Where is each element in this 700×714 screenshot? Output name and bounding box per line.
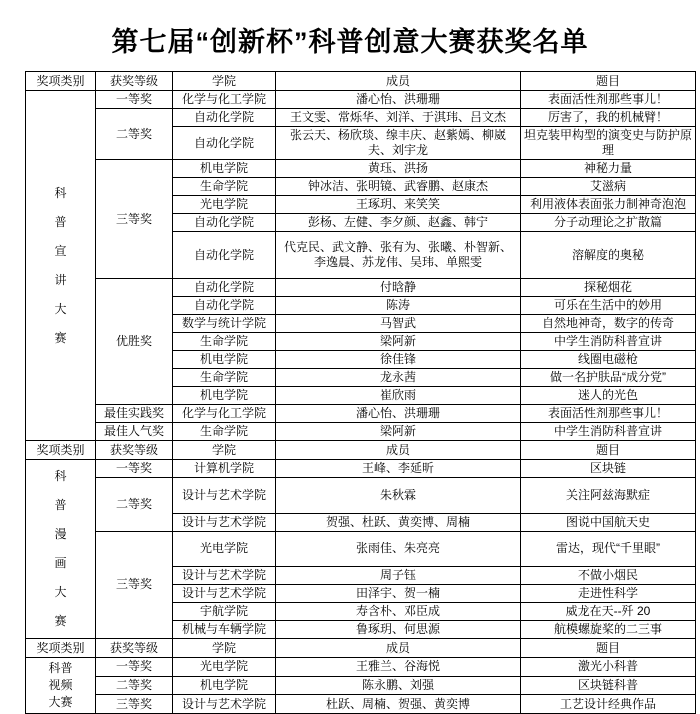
- column-header: 题目: [521, 639, 696, 658]
- title-cell: 区块链: [521, 460, 696, 478]
- college-cell: 设计与艺术学院: [173, 513, 276, 531]
- college-cell: 化学与化工学院: [173, 405, 276, 423]
- title-cell: 工艺设计经典作品: [521, 695, 696, 714]
- column-header: 学院: [173, 72, 276, 91]
- level-cell: 一等奖: [96, 460, 173, 478]
- column-header: 题目: [521, 441, 696, 460]
- college-cell: 机电学院: [173, 351, 276, 369]
- table-row: [26, 279, 696, 297]
- category-label-line: 讲: [54, 272, 67, 287]
- category-label-line: 大: [54, 301, 67, 316]
- college-cell: 化学与化工学院: [173, 91, 276, 109]
- members-cell: 崔欣雨: [276, 387, 521, 405]
- category-label-line: 普: [54, 498, 67, 512]
- members-cell: 代克民、武文静、张有为、张曦、朴智新、李逸晨、苏龙伟、吴玮、单熙雯: [276, 232, 521, 279]
- college-cell: 机电学院: [173, 676, 276, 695]
- column-header: 奖项类别: [26, 441, 96, 460]
- table-row: [26, 405, 696, 423]
- members-cell: 张云天、杨欣琰、缐丰庆、赵紫嫣、柳崴夫、刘宇龙: [276, 127, 521, 160]
- column-header: 成员: [276, 639, 521, 658]
- college-cell: 机电学院: [173, 387, 276, 405]
- table-row: [26, 676, 696, 695]
- table-row: [26, 160, 696, 178]
- members-cell: 王峰、李延昕: [276, 460, 521, 478]
- column-header: 获奖等级: [96, 72, 173, 91]
- category-label-line: 赛: [54, 614, 67, 628]
- category-label-line: 大: [54, 585, 67, 599]
- title-cell: 航模螺旋桨的二三事: [521, 621, 696, 639]
- title-cell: 不做小烟民: [521, 567, 696, 585]
- category-label-line: 科: [54, 185, 67, 200]
- title-cell: 表面活性剂那些事儿！: [521, 91, 696, 109]
- level-cell: 优胜奖: [96, 279, 173, 405]
- level-cell: 三等奖: [96, 160, 173, 279]
- title-cell: 走进性科学: [521, 585, 696, 603]
- category-vertical-label: [28, 462, 93, 636]
- table-row: [26, 478, 696, 514]
- college-cell: 设计与艺术学院: [173, 695, 276, 714]
- title-cell: 中学生消防科普宣讲: [521, 423, 696, 441]
- college-cell: 机械与车辆学院: [173, 621, 276, 639]
- members-cell: 王琢玥、来笑笑: [276, 196, 521, 214]
- title-cell: 表面活性剂那些事儿！: [521, 405, 696, 423]
- members-cell: 潘心怡、洪珊珊: [276, 405, 521, 423]
- members-cell: 梁阿新: [276, 333, 521, 351]
- title-cell: 艾滋病: [521, 178, 696, 196]
- title-cell: 关注阿兹海默症: [521, 478, 696, 514]
- members-cell: 张雨佳、朱亮亮: [276, 531, 521, 567]
- members-cell: 田泽宇、贺一楠: [276, 585, 521, 603]
- members-cell: 潘心怡、洪珊珊: [276, 91, 521, 109]
- college-cell: 光电学院: [173, 531, 276, 567]
- college-cell: 设计与艺术学院: [173, 585, 276, 603]
- header-row: [26, 72, 696, 91]
- members-cell: 杜跃、周楠、贺强、黄奕博: [276, 695, 521, 714]
- level-cell: 三等奖: [96, 695, 173, 714]
- level-cell: 一等奖: [96, 658, 173, 677]
- title-cell: 自然地神奇，数字的传奇: [521, 315, 696, 333]
- college-cell: 生命学院: [173, 333, 276, 351]
- category-label-line: 赛: [54, 330, 67, 345]
- members-cell: 付晗静: [276, 279, 521, 297]
- members-cell: 徐佳锋: [276, 351, 521, 369]
- college-cell: 宇航学院: [173, 603, 276, 621]
- table-row: [26, 109, 696, 127]
- column-header: 获奖等级: [96, 639, 173, 658]
- college-cell: 设计与艺术学院: [173, 478, 276, 514]
- college-cell: 自动化学院: [173, 279, 276, 297]
- members-cell: 钟冰洁、张明镜、武睿鹏、赵康杰: [276, 178, 521, 196]
- table-row: [26, 423, 696, 441]
- college-cell: 光电学院: [173, 196, 276, 214]
- title-cell: 激光小科普: [521, 658, 696, 677]
- members-cell: 王雅兰、谷海悦: [276, 658, 521, 677]
- title-cell: 神秘力量: [521, 160, 696, 178]
- title-cell: 中学生消防科普宣讲: [521, 333, 696, 351]
- title-cell: 坦克装甲构型的演变史与防护原理: [521, 127, 696, 160]
- college-cell: 生命学院: [173, 178, 276, 196]
- level-cell: 二等奖: [96, 676, 173, 695]
- title-cell: 分子动理论之扩散篇: [521, 214, 696, 232]
- members-cell: 梁阿新: [276, 423, 521, 441]
- category-label-line: 画: [54, 556, 67, 570]
- column-header: 题目: [521, 72, 696, 91]
- table-row: [26, 91, 696, 109]
- college-cell: 生命学院: [173, 369, 276, 387]
- column-header: 奖项类别: [26, 639, 96, 658]
- members-cell: 龙永茜: [276, 369, 521, 387]
- level-cell: 一等奖: [96, 91, 173, 109]
- level-cell: 三等奖: [96, 531, 173, 639]
- college-cell: 数学与统计学院: [173, 315, 276, 333]
- members-cell: 鲁琢玥、何思源: [276, 621, 521, 639]
- college-cell: 光电学院: [173, 658, 276, 677]
- header-row: [26, 441, 696, 460]
- members-cell: 寿含朴、邓臣成: [276, 603, 521, 621]
- title-cell: 线圈电磁枪: [521, 351, 696, 369]
- column-header: 成员: [276, 72, 521, 91]
- members-cell: 贺强、杜跃、黄奕博、周楠: [276, 513, 521, 531]
- college-cell: 自动化学院: [173, 214, 276, 232]
- college-cell: 生命学院: [173, 423, 276, 441]
- table-row: [26, 460, 696, 478]
- category-label-line: 视频: [48, 678, 73, 692]
- category-vertical-label: [28, 660, 93, 711]
- title-cell: 图说中国航天史: [521, 513, 696, 531]
- category-cell: [26, 460, 96, 639]
- members-cell: 马智武: [276, 315, 521, 333]
- award-tables-container: [25, 71, 693, 714]
- members-cell: 周子钰: [276, 567, 521, 585]
- college-cell: 计算机学院: [173, 460, 276, 478]
- members-cell: 彭杨、左健、李夕颜、赵鑫、韩宁: [276, 214, 521, 232]
- table-row: [26, 658, 696, 677]
- level-cell: 最佳实践奖: [96, 405, 173, 423]
- college-cell: 设计与艺术学院: [173, 567, 276, 585]
- category-cell: [26, 91, 96, 441]
- members-cell: 朱秋霖: [276, 478, 521, 514]
- category-label-line: 大赛: [48, 695, 73, 709]
- college-cell: 自动化学院: [173, 232, 276, 279]
- title-cell: 做一名护肤品“成分党”: [521, 369, 696, 387]
- category-label-line: 宣: [54, 243, 67, 258]
- category-vertical-label: [28, 179, 93, 353]
- table-row: [26, 531, 696, 567]
- college-cell: 自动化学院: [173, 109, 276, 127]
- title-cell: 威龙在天--歼 20: [521, 603, 696, 621]
- level-cell: 二等奖: [96, 109, 173, 160]
- title-cell: 利用液体表面张力制神奇泡泡: [521, 196, 696, 214]
- award-table-section-3: [25, 638, 696, 714]
- header-row: [26, 639, 696, 658]
- title-cell: 可乐在生活中的妙用: [521, 297, 696, 315]
- members-cell: 陈永鹏、刘强: [276, 676, 521, 695]
- page-title: 第七届“创新杯”科普创意大赛获奖名单: [111, 27, 589, 57]
- award-table-section-1: [25, 71, 696, 441]
- column-header: 获奖等级: [96, 441, 173, 460]
- level-cell: 二等奖: [96, 478, 173, 532]
- college-cell: 自动化学院: [173, 297, 276, 315]
- column-header: 奖项类别: [26, 72, 96, 91]
- category-label-line: 科普: [48, 661, 73, 675]
- members-cell: 陈涛: [276, 297, 521, 315]
- table-row: [26, 695, 696, 714]
- category-label-line: 普: [54, 214, 67, 229]
- college-cell: 自动化学院: [173, 127, 276, 160]
- members-cell: 王文雯、常烁华、刘洋、于淇玮、吕文杰: [276, 109, 521, 127]
- level-cell: 最佳人气奖: [96, 423, 173, 441]
- column-header: 学院: [173, 441, 276, 460]
- category-label-line: 漫: [54, 527, 67, 541]
- college-cell: 机电学院: [173, 160, 276, 178]
- title-cell: 溶解度的奥秘: [521, 232, 696, 279]
- title-cell: 雷达，现代“千里眼”: [521, 531, 696, 567]
- title-cell: 区块链科普: [521, 676, 696, 695]
- column-header: 学院: [173, 639, 276, 658]
- category-label-line: 科: [54, 469, 67, 483]
- title-cell: 探秘烟花: [521, 279, 696, 297]
- members-cell: 黄珏、洪扬: [276, 160, 521, 178]
- title-cell: 迷人的光色: [521, 387, 696, 405]
- column-header: 成员: [276, 441, 521, 460]
- title-cell: 厉害了，我的机械臂！: [521, 109, 696, 127]
- award-table-section-2: [25, 440, 696, 639]
